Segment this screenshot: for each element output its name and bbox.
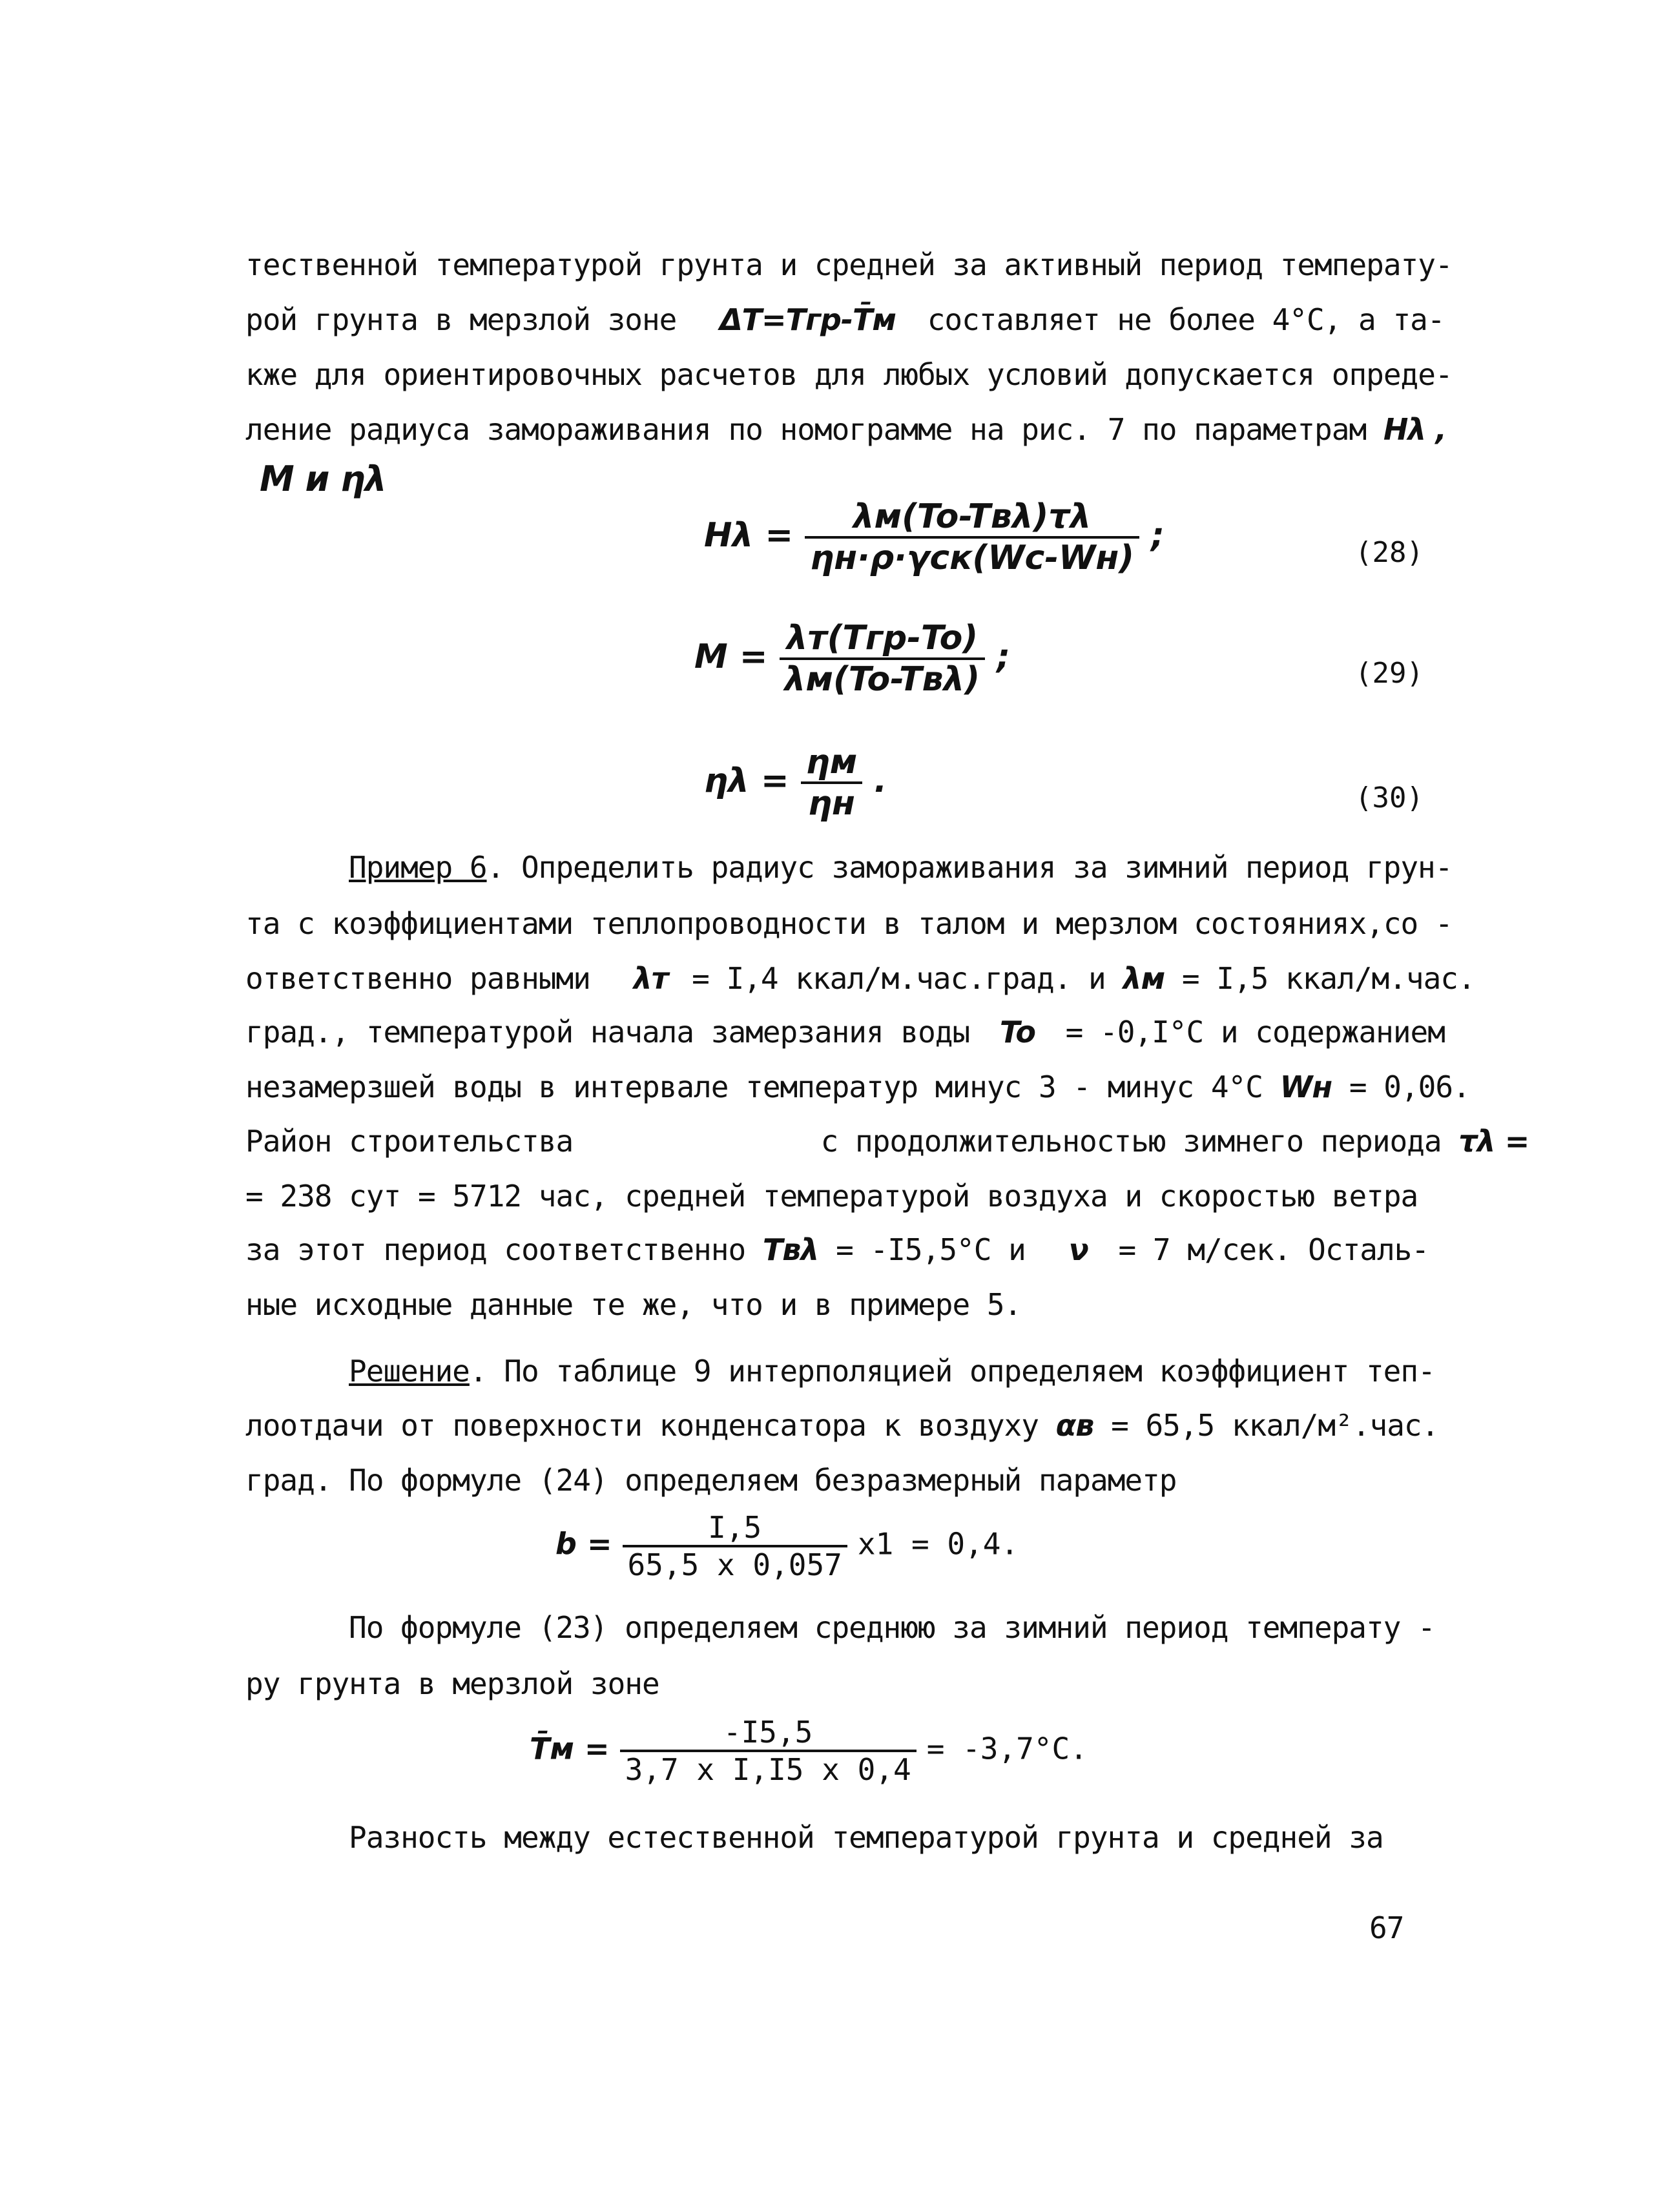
page-number: 67	[1369, 1910, 1404, 1945]
formula-30: ηλ = $\frac{\eta м}{\eta н}$ .	[704, 743, 887, 823]
formula-28: Hλ = $\frac{\text{λм(To-Tвλ)τλ}}{\text{ηн·ρ·γск(Wс-Wн)}}$ ;	[704, 497, 1165, 577]
equation-number: (28)	[1355, 536, 1424, 569]
text-line: лоотдачи от поверхности конденсатора к воздуху αв = 65,5 ккал/м².час.	[245, 1408, 1439, 1443]
text-line: незамерзшей воды в интервале температур минус 3 - минус 4°С Wн = 0,06.	[245, 1070, 1470, 1104]
text-line: По формуле (23) определяем среднюю за зимний период температу -	[349, 1610, 1435, 1645]
delta-t-formula: ΔT=Tгр-T̄м	[720, 302, 896, 337]
text-line: Пример 6. Определить радиус замораживания за зимний период грун-	[349, 850, 1453, 885]
formula-b: b = $\frac{I,5}{65,5 x 0,057}$ x1 = 0,4.	[555, 1510, 1019, 1582]
text-line: тественной температурой грунта и средней за активный период температу-	[245, 247, 1453, 282]
text-line: за этот период соответственно Tвλ = -I5,5°С и ν = 7 м/сек. Осталь-	[245, 1232, 1429, 1267]
solution-label: Решение	[349, 1354, 470, 1389]
text-line: град. По формуле (24) определяем безразмерный параметр	[245, 1463, 1177, 1498]
equation-number: (29)	[1355, 657, 1424, 690]
example-label: Пример 6	[349, 850, 487, 885]
text-line: = 238 сут = 5712 час, средней температурой воздуха и скоростью ветра	[245, 1179, 1418, 1214]
text-line: ру грунта в мерзлой зоне	[245, 1666, 659, 1701]
text-line: та с коэффициентами теплопроводности в талом и мерзлом состояниях,со -	[245, 906, 1453, 941]
equation-number: (30)	[1355, 781, 1424, 814]
text-line: кже для ориентировочных расчетов для любых условий допускается опреде-	[245, 357, 1453, 392]
text-line: рой грунта в мерзлой зоне ΔT=Tгр-T̄м составляет не более 4°С, а та-	[245, 302, 1445, 337]
text-line: Решение. По таблице 9 интерполяцией определяем коэффициент теп-	[349, 1354, 1435, 1389]
formula-29: M = $\frac{\text{λт(Tгр-To)}}{\text{λм(To-Tвλ)}}$ ;	[694, 619, 1011, 699]
text-line: ответственно равными λт = I,4 ккал/м.час.град. и λм = I,5 ккал/м.час.	[245, 961, 1475, 996]
param-h: Hλ ,	[1383, 412, 1446, 447]
text-line: Разность между естественной температурой грунта и средней за	[349, 1820, 1383, 1855]
formula-tm: T̄м = $\frac{-I5,5}{\text{3,7 x I,I5 x 0,4}}$ = -3,7°С.	[530, 1715, 1088, 1787]
text-line: град., температурой начала замерзания воды To = -0,I°С и содержанием	[245, 1015, 1445, 1049]
params-line: M и ηλ	[260, 459, 386, 499]
text-line: ление радиуса замораживания по номограмме на рис. 7 по параметрам Hλ ,	[245, 412, 1446, 447]
text-line: ные исходные данные те же, что и в примере 5.	[245, 1287, 1022, 1322]
text-line: Район строительства с продолжительностью зимнего периода τλ =	[245, 1124, 1529, 1159]
